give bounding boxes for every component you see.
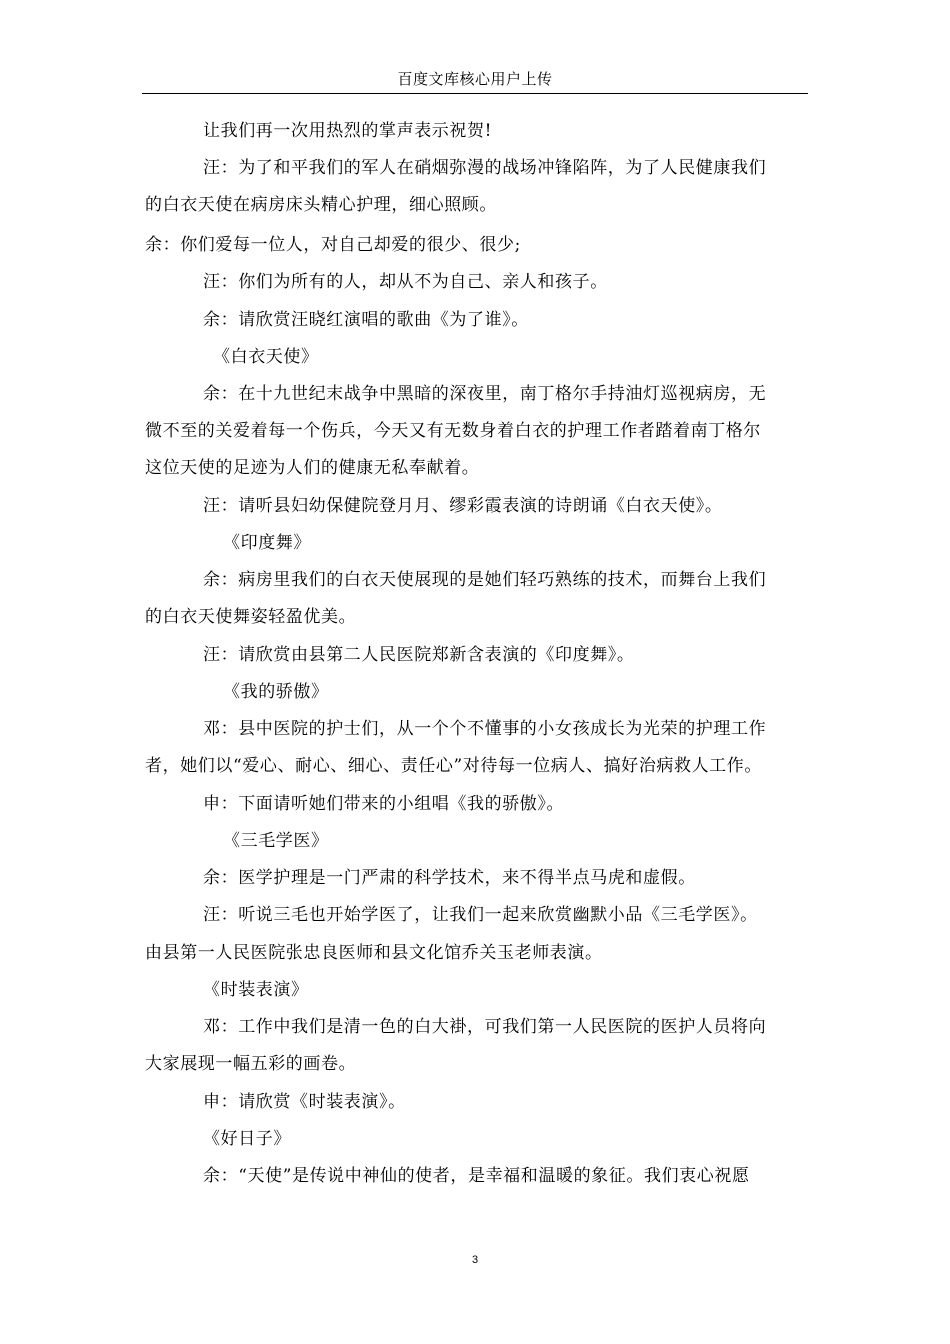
text-line: 汪：为了和平我们的军人在硝烟弥漫的战场冲锋陷阵，为了人民健康我们 xyxy=(203,158,767,178)
section-title: 《时装表演》 xyxy=(203,980,309,1000)
text-line: 的白衣天使舞姿轻盈优美。 xyxy=(145,607,357,627)
text-line: 汪：你们为所有的人，却从不为自己、亲人和孩子。 xyxy=(203,272,608,292)
text-line: 申：下面请听她们带来的小组唱《我的骄傲》。 xyxy=(203,794,565,814)
text-line: 余：你们爱每一位人，对自己却爱的很少、很少; xyxy=(145,235,521,255)
text-line: 汪：听说三毛也开始学医了，让我们一起来欣赏幽默小品《三毛学医》。 xyxy=(203,905,758,925)
text-line: 邓：县中医院的护士们，从一个个不懂事的小女孩成长为光荣的护理工作 xyxy=(203,719,767,739)
text-line: 邓：工作中我们是清一色的白大褂，可我们第一人民医院的医护人员将向 xyxy=(203,1017,767,1037)
text-line: 微不至的关爱着每一个伤兵，今天又有无数身着白衣的护理工作者踏着南丁格尔 xyxy=(145,421,761,441)
text-line: 汪：请欣赏由县第二人民医院郑新含表演的《印度舞》。 xyxy=(203,645,635,665)
section-title: 《我的骄傲》 xyxy=(223,682,329,702)
text-line: 余：医学护理是一门严肃的科学技术，来不得半点马虎和虚假。 xyxy=(203,868,696,888)
text-line: 余：在十九世纪末战争中黑暗的深夜里，南丁格尔手持油灯巡视病房，无 xyxy=(203,384,767,404)
page-number: 3 xyxy=(471,1254,479,1266)
text-line: 余：“天使”是传说中神仙的使者，是幸福和温暖的象征。我们衷心祝愿 xyxy=(203,1166,750,1186)
section-title: 《印度舞》 xyxy=(223,533,311,553)
text-line: 者，她们以“爱心、耐心、细心、责任心”对待每一位病人、搞好治病救人工作。 xyxy=(145,756,762,776)
text-line: 让我们再一次用热烈的掌声表示祝贺! xyxy=(203,121,493,141)
text-line: 这位天使的足迹为人们的健康无私奉献着。 xyxy=(145,458,480,478)
header-divider xyxy=(142,93,808,94)
text-line: 汪：请听县妇幼保健院登月月、缪彩霞表演的诗朗诵《白衣天使》。 xyxy=(203,496,723,516)
text-line: 大家展现一幅五彩的画卷。 xyxy=(145,1054,357,1074)
section-title: 《白衣天使》 xyxy=(213,347,319,367)
text-line: 由县第一人民医院张忠良医师和县文化馆乔关玉老师表演。 xyxy=(145,943,603,963)
text-line: 的白衣天使在病房床头精心护理，细心照顾。 xyxy=(145,195,497,215)
section-title: 《好日子》 xyxy=(203,1129,291,1149)
section-title: 《三毛学医》 xyxy=(223,831,329,851)
page-header: 百度文库核心用户上传 xyxy=(397,70,553,88)
text-line: 余：请欣赏汪晓红演唱的歌曲《为了谁》。 xyxy=(203,310,529,330)
text-line: 余：病房里我们的白衣天使展现的是她们轻巧熟练的技术，而舞台上我们 xyxy=(203,570,767,590)
text-line: 申：请欣赏《时装表演》。 xyxy=(203,1092,406,1112)
